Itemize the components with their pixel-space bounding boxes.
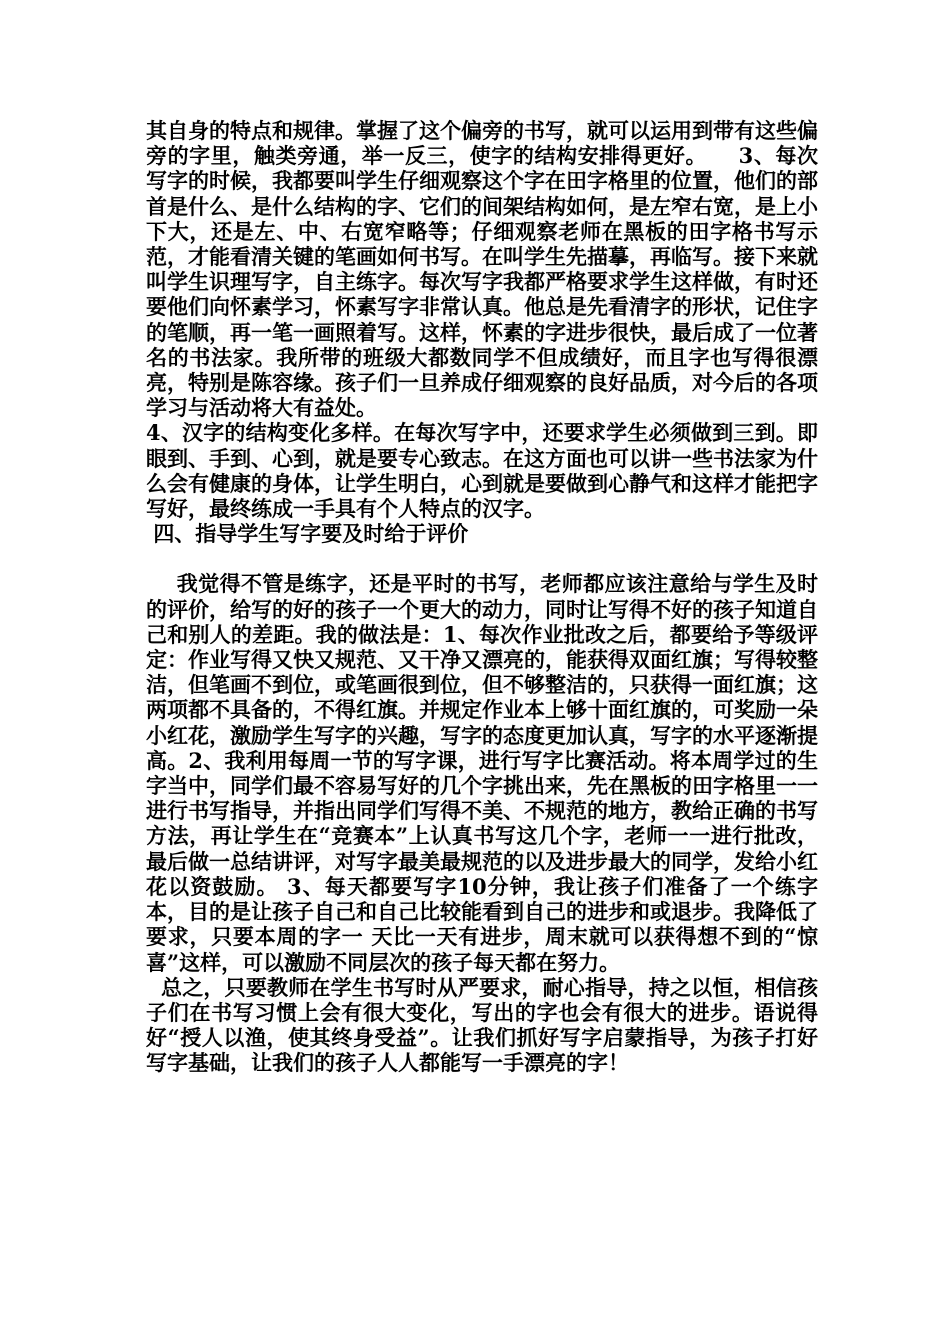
document-page	[146, 118, 818, 1076]
paragraph-conclusion: 总之，只要教师在学生书写时从严要求，耐心指导，持之以恒，相信孩子们在书写习惯上会有很大变化，写出的字也会有很大的进步。语说得好“授人以渔，使其终身受益”。让我们抓好写字启蒙指导，为孩子打好写字基础，让我们的孩子人人都能写一手漂亮的字！	[146, 974, 819, 1076]
paragraph-evaluation: 我觉得不管是练字，还是平时的书写，老师都应该注意给与学生及时的评价，给写的好的孩子一个更大的动力，同时让写得不好的孩子知道自己和别人的差距。我的做法是：1、每次作业批改之后，都要给予等级评定：作业写得又快又规范、又干净又漂亮的，能获得双面红旗；写得较整洁，但笔画不到位，或笔画很到位，但不够整洁的，只获得一面红旗；这两项都不具备的，不得红旗。并规定作业本上够十面红旗的，可奖励一朵小红花，激励学生写字的兴趣，写字的态度更加认真，写字的水平逐渐提高。2、我利用每周一节的写字课，进行写字比赛活动。将本周学过的生字当中，同学们最不容易写好的几个字挑出来，先在黑板的田字格里一一进行书写指导，并指出同学们写得不美、不规范的地方，教给正确的书写方法，再让学生在“竞赛本”上认真书写这几个字，老师一一进行批改，最后做一总结讲评，对写字最美最规范的以及进步最大的同学，发给小红花以资鼓励。 3、每天都要写字10分钟，我让孩子们准备了一个练字本，目的是让孩子自己和自己比较能看到自己的进步和或退步。我降低了要求，只要本周的字一 天比一天有进步，周末就可以获得想不到的“惊喜”这样，可以激励不同层次的孩子每天都在努力。	[146, 571, 818, 975]
section-heading: 四、指导学生写字要及时给于评价	[146, 521, 469, 547]
paragraph-observation: 其自身的特点和规律。掌握了这个偏旁的书写，就可以运用到带有这些偏旁的字里，触类旁通，举一反三，使字的结构安排得更好。 3、每次写字的时候，我都要叫学生仔细观察这个字在田字格里的位置，他们的部首是什么、是什么结构的字、它们的间架结构如何，是左窄右宽，是上小下大，还是左、中、右宽窄略等；仔细观察老师在黑板的田字格书写示范，才能看清关键的笔画如何书写。在叫学生先描摹，再临写。接下来就叫学生识理写字，自主练字。每次写字我都严格要求学生这样做，有时还要他们向怀素学习，怀素写字非常认真。他总是先看清字的形状，记住字的笔顺，再一笔一画照着写。这样，怀素的字进步很快，最后成了一位著名的书法家。我所带的班级大都数同学不但成绩好，而且字也写得很漂亮，特别是陈容缘。孩子们一旦养成仔细观察的良好品质，对今后的各项学习与活动将大有益处。	[146, 118, 818, 421]
blank-line	[146, 546, 818, 571]
paragraph-structure: 4、汉字的结构变化多样。在每次写字中，还要求学生必须做到三到。即眼到、手到、心到，就是要专心致志。在这方面也可以讲一些书法家为什么会有健康的身体，让学生明白，心到就是要做到心静气和这样才能把字写好，最终练成一手具有个人特点的汉字。	[146, 420, 818, 522]
